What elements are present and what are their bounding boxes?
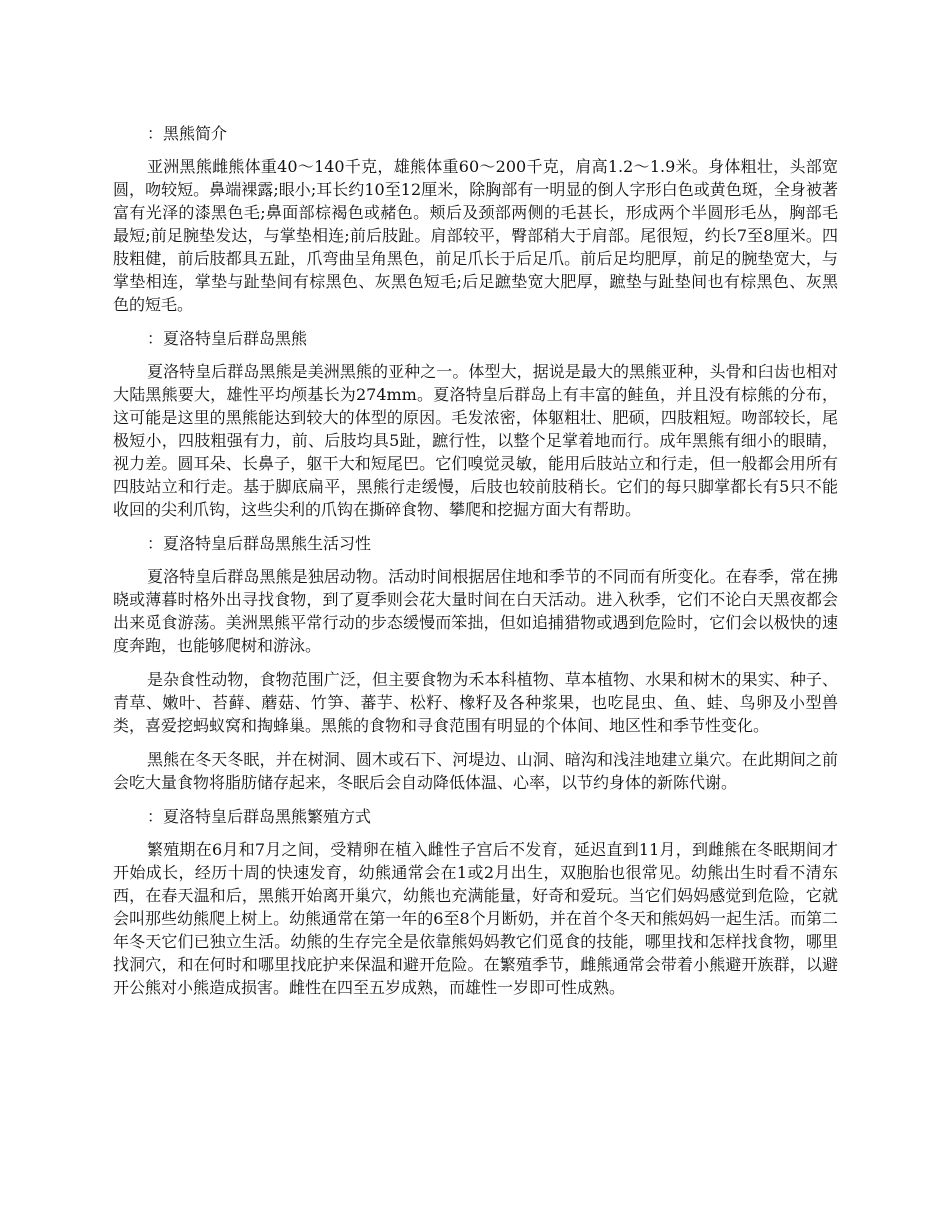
- section-reproduction: [113, 805, 838, 999]
- section-heading: ：夏洛特皇后群岛黑熊: [147, 329, 308, 348]
- section-subspecies: [113, 327, 838, 521]
- document-page: [113, 122, 838, 1010]
- paragraph: 黑熊在冬天冬眠，并在树洞、圆木或石下、河堤边、山洞、暗沟和浅洼地建立巢穴。在此期间之前会吃大量食物将脂肪储存起来，冬眠后会自动降低体温、心率，以节约身体的新陈代谢。: [113, 750, 838, 792]
- section-heading: ：黑熊简介: [147, 124, 228, 143]
- paragraph: 亚洲黑熊雌熊体重40～140千克，雄熊体重60～200千克，肩高1.2～1.9米。身体粗壮，头部宽圆，吻较短。鼻端裸露;眼小;耳长约10至12厘米，除胸部有一明显的倒人字形白色或黄色斑，全身被著富有光泽的漆黑色毛;鼻面部棕褐色或赭色。颊后及颈部两侧的毛甚长，形成两个半圆形毛丛，胸部毛最短;前足腕垫发达，与掌垫相连;前后肢趾。肩部较平，臀部稍大于肩部。尾很短，约长7至8厘米。四肢粗健，前后肢都具五趾，爪弯曲呈角黑色，前足爪长于后足爪。前后足均肥厚，前足的腕垫宽大，与掌垫相连，掌垫与趾垫间有棕黑色、灰黑色短毛;后足蹠垫宽大肥厚，蹠垫与趾垫间也有棕黑色、灰黑色的短毛。: [113, 157, 838, 314]
- section-heading: ：夏洛特皇后群岛黑熊生活习性: [147, 534, 372, 553]
- paragraph: 繁殖期在6月和7月之间，受精卵在植入雌性子宫后不发育，延迟直到11月，到雌熊在冬眠期间才开始成长，经历十周的快速发育，幼熊通常会在1或2月出生，双胞胎也很常见。幼熊出生时看不清东西，在春天温和后，黑熊开始离开巢穴，幼熊也充满能量，好奇和爱玩。当它们妈妈感觉到危险，它就会叫那些幼熊爬上树上。幼熊通常在第一年的6至8个月断奶，并在首个冬天和熊妈妈一起生活。而第二年冬天它们已独立生活。幼熊的生存完全是依靠熊妈妈教它们觅食的技能，哪里找和怎样找食物，哪里找洞穴，和在何时和哪里找庇护来保温和避开危险。在繁殖季节，雌熊通常会带着小熊避开族群，以避开公熊对小熊造成损害。雌性在四至五岁成熟，而雄性一岁即可性成熟。: [113, 840, 838, 997]
- section-habits: [113, 532, 838, 794]
- section-intro: [113, 122, 838, 316]
- section-heading: ：夏洛特皇后群岛黑熊繁殖方式: [147, 807, 372, 826]
- paragraph: 是杂食性动物，食物范围广泛，但主要食物为禾本科植物、草本植物、水果和树木的果实、种子、青草、嫩叶、苔藓、蘑菇、竹笋、蕃芋、松籽、橡籽及各种浆果，也吃昆虫、鱼、蛙、鸟卵及小型兽类，喜爱挖蚂蚁窝和掏蜂巢。黑熊的食物和寻食范围有明显的个体间、地区性和季节性变化。: [113, 670, 838, 735]
- paragraph: 夏洛特皇后群岛黑熊是美洲黑熊的亚种之一。体型大，据说是最大的黑熊亚种，头骨和臼齿也相对大陆黑熊要大，雄性平均颅基长为274mm。夏洛特皇后群岛上有丰富的鲑鱼，并且没有棕熊的分布，这可能是这里的黑熊能达到较大的体型的原因。毛发浓密，体躯粗壮、肥硕，四肢粗短。吻部较长，尾极短小，四肢粗强有力，前、后肢均具5趾，蹠行性，以整个足掌着地而行。成年黑熊有细小的眼睛，视力差。圆耳朵、长鼻子，躯干大和短尾巴。它们嗅觉灵敏，能用后肢站立和行走，但一般都会用所有四肢站立和行走。基于脚底扁平，黑熊行走缓慢，后肢也较前肢稍长。它们的每只脚掌都长有5只不能收回的尖利爪钩，这些尖利的爪钩在撕碎食物、攀爬和挖掘方面大有帮助。: [113, 362, 838, 519]
- paragraph: 夏洛特皇后群岛黑熊是独居动物。活动时间根据居住地和季节的不同而有所变化。在春季，常在拂晓或薄暮时格外出寻找食物，到了夏季则会花大量时间在白天活动。进入秋季，它们不论白天黑夜都会出来觅食游荡。美洲黑熊平常行动的步态缓慢而笨拙，但如追捕猎物或遇到危险时，它们会以极快的速度奔跑，也能够爬树和游泳。: [113, 567, 838, 655]
